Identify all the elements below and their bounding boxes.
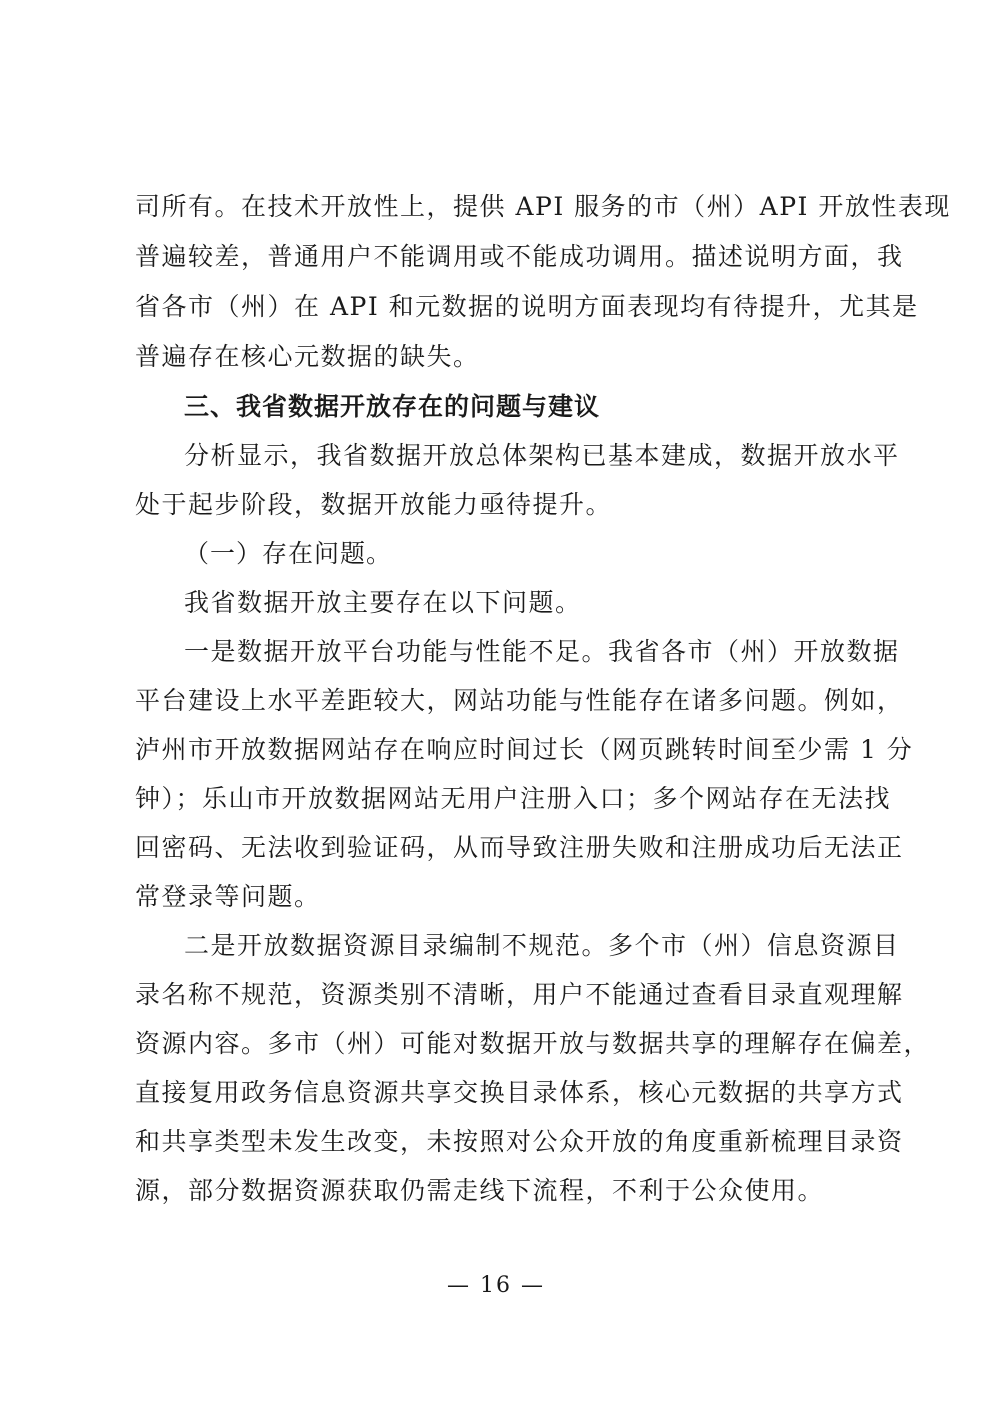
subsection-heading: （一）存在问题。 [184,539,393,568]
paragraph-line: 普遍较差，普通用户不能调用或不能成功调用。描述说明方面，我 [135,242,904,271]
paragraph-line: 普遍存在核心元数据的缺失。 [135,342,480,371]
paragraph-line: 常登录等问题。 [135,882,321,911]
paragraph-line: 一是数据开放平台功能与性能不足。我省各市（州）开放数据 [184,637,900,666]
paragraph-line: 直接复用政务信息资源共享交换目录体系，核心元数据的共享方式 [135,1078,904,1107]
paragraph-line: 平台建设上水平差距较大，网站功能与性能存在诸多问题。例如， [135,686,904,715]
paragraph-line: 钟）；乐山市开放数据网站无用户注册入口；多个网站存在无法找 [135,784,892,813]
paragraph-line: 处于起步阶段，数据开放能力亟待提升。 [135,490,613,519]
paragraph-line: 二是开放数据资源目录编制不规范。多个市（州）信息资源目 [184,931,900,960]
paragraph-line: 分析显示，我省数据开放总体架构已基本建成，数据开放水平 [184,441,900,470]
page-number: — 16 — [447,1273,545,1298]
paragraph-line: 省各市（州）在 API 和元数据的说明方面表现均有待提升，尤其是 [135,292,919,321]
paragraph-line: 司所有。在技术开放性上，提供 API 服务的市（州）API 开放性表现 [135,192,951,221]
section-heading: 三、我省数据开放存在的问题与建议 [184,392,601,421]
paragraph-line: 泸州市开放数据网站存在响应时间过长（网页跳转时间至少需 1 分 [135,735,914,764]
paragraph-line: 资源内容。多市（州）可能对数据开放与数据共享的理解存在偏差， [135,1029,931,1058]
paragraph-line: 和共享类型未发生改变，未按照对公众开放的角度重新梳理目录资 [135,1127,904,1156]
paragraph-line: 我省数据开放主要存在以下问题。 [184,588,582,617]
paragraph-line: 回密码、无法收到验证码，从而导致注册失败和注册成功后无法正 [135,833,904,862]
paragraph-line: 录名称不规范，资源类别不清晰，用户不能通过查看目录直观理解 [135,980,904,1009]
paragraph-line: 源，部分数据资源获取仍需走线下流程，不利于公众使用。 [135,1176,825,1205]
